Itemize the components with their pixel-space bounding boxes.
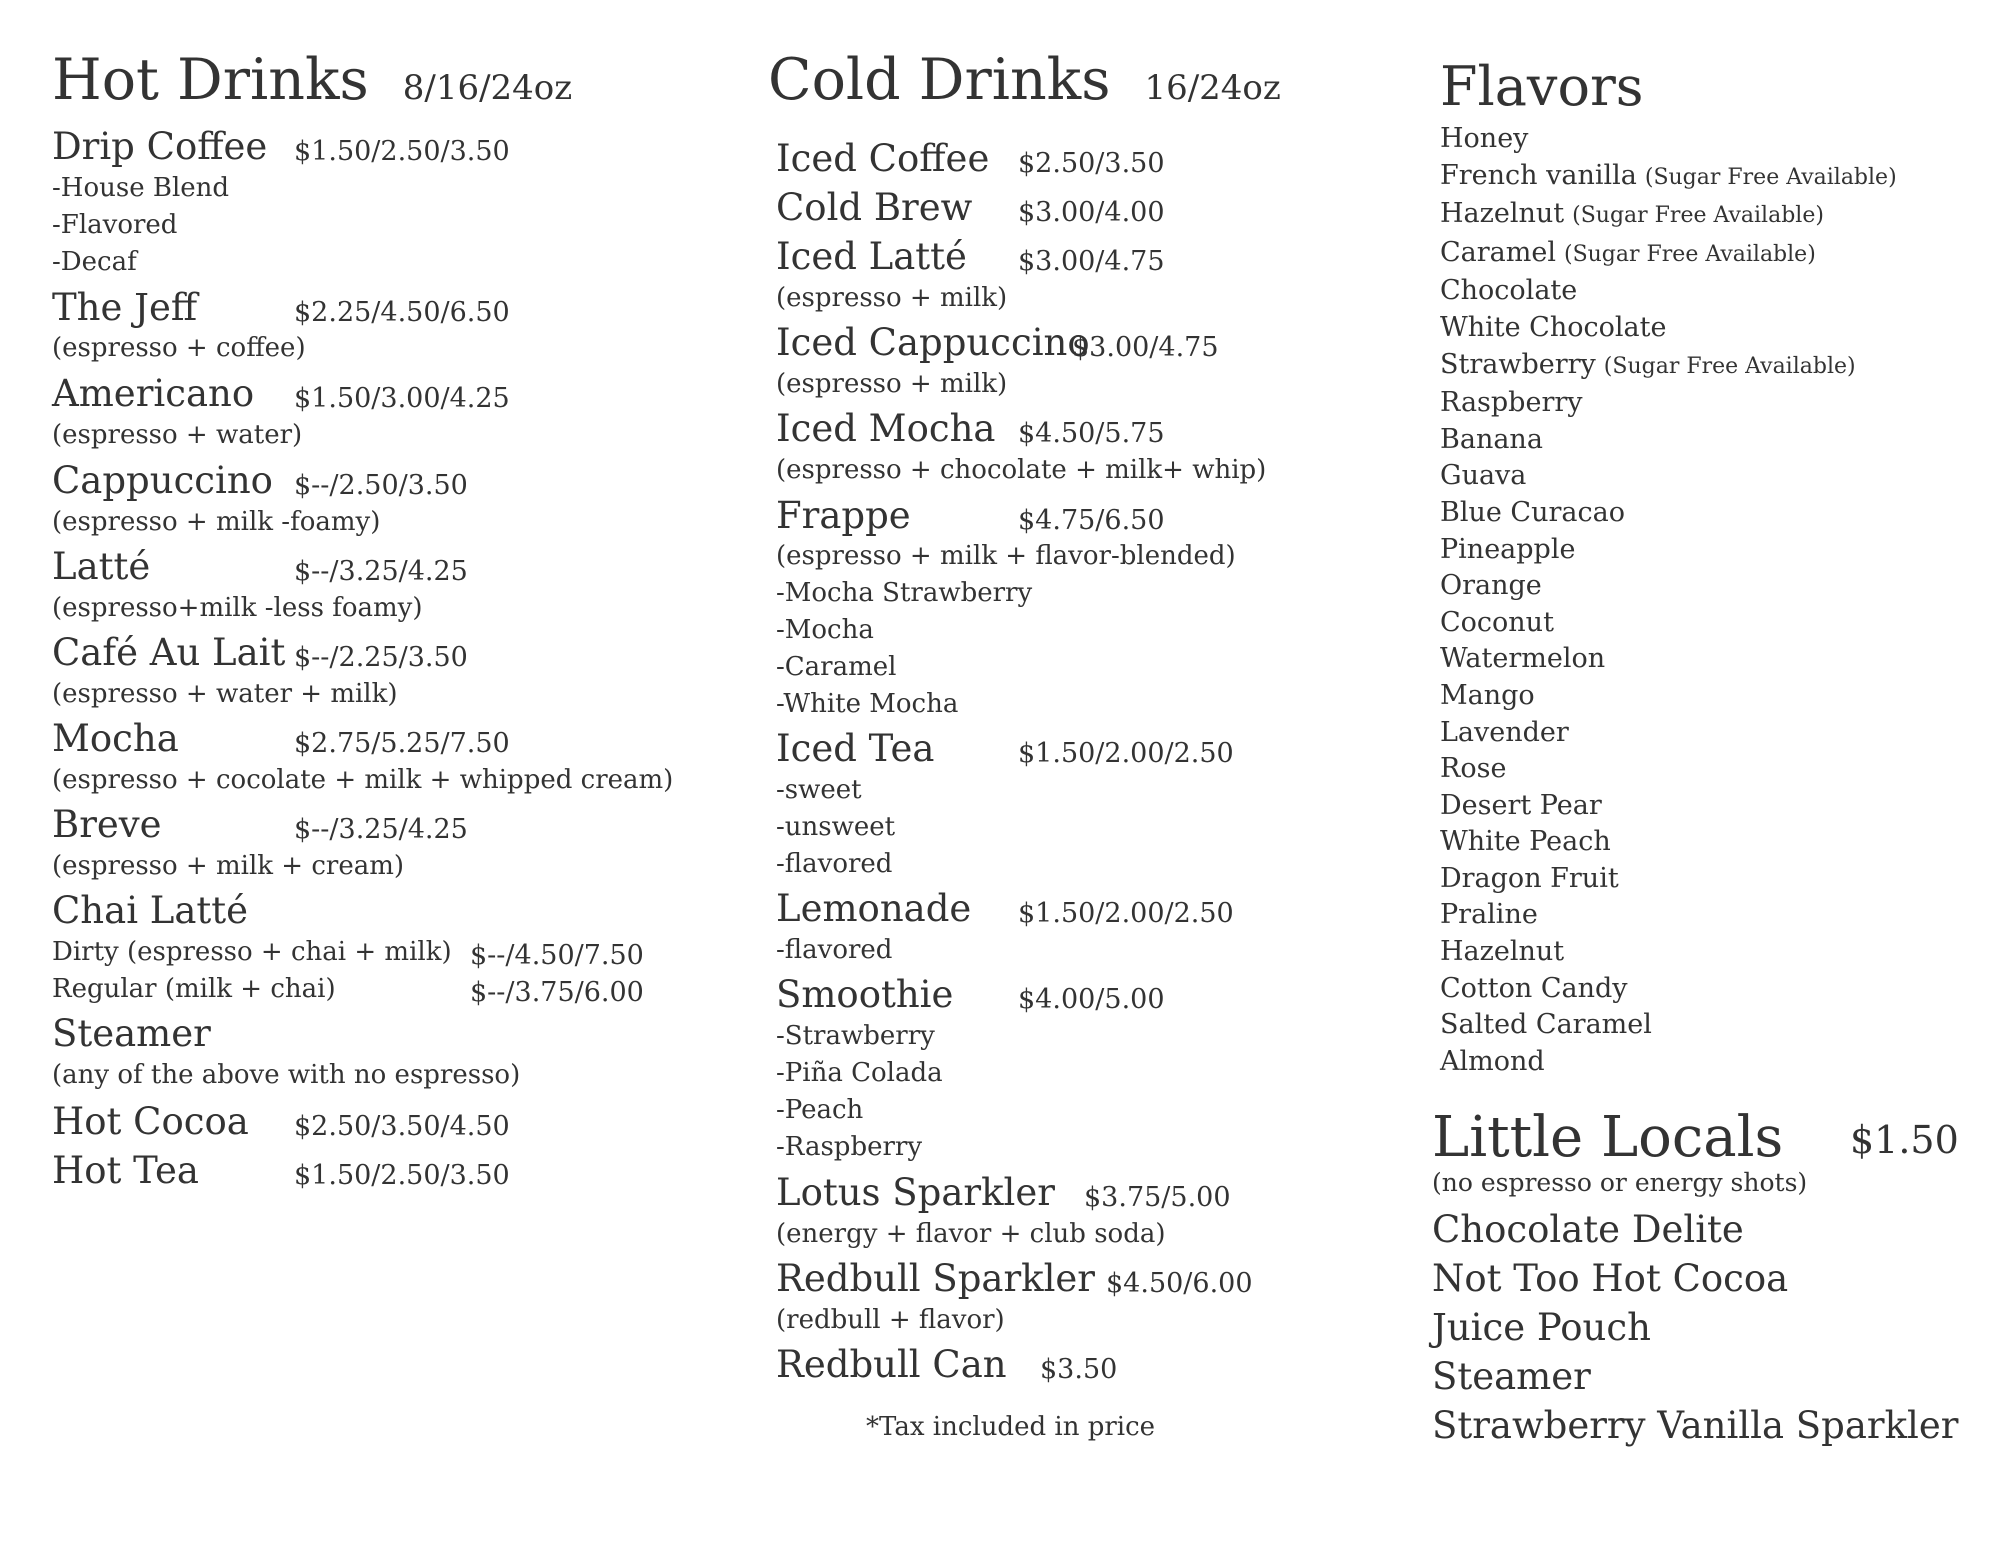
flavor-item <box>1440 422 1897 459</box>
flavor-name: Caramel <box>1440 236 1556 268</box>
menu-item-price: $2.75/5.25/7.50 <box>294 728 510 759</box>
menu-item-description: (espresso + coffee) <box>52 333 306 363</box>
little-locals-item: Strawberry Vanilla Sparkler <box>1432 1404 1959 1447</box>
cold-drinks-title: Cold Drinks <box>768 47 1111 113</box>
menu-item-price: $1.50/2.50/3.50 <box>294 1160 510 1191</box>
menu-item-description: (espresso + chocolate + milk+ whip) <box>776 455 1267 485</box>
menu-item-name: Café Au Lait <box>52 631 286 674</box>
menu-item-price: $--/2.25/3.50 <box>294 642 468 673</box>
menu-item-name: Iced Coffee <box>776 137 990 180</box>
flavor-name: Salted Caramel <box>1440 1009 1652 1041</box>
menu-item-price: $3.00/4.00 <box>1018 197 1165 228</box>
menu-item-option: -Raspberry <box>776 1132 923 1162</box>
menu-item-name: Breve <box>52 803 162 846</box>
flavor-name: Cotton Candy <box>1440 972 1628 1004</box>
menu-item-description: (espresso + milk) <box>776 369 1008 399</box>
menu-item-option: -Decaf <box>52 247 137 277</box>
chai-option-label: Regular (milk + chai) <box>52 974 336 1004</box>
flavor-item <box>1440 788 1897 825</box>
menu-item-description: (espresso + cocolate + milk + whipped cream) <box>52 765 674 795</box>
menu-item-price: $3.00/4.75 <box>1018 246 1165 277</box>
menu-item-description: (energy + flavor + club soda) <box>776 1219 1166 1249</box>
menu-item-name: Hot Tea <box>52 1149 199 1192</box>
hot-drinks-header <box>52 47 573 113</box>
menu-item-description: (espresso + milk -foamy) <box>52 507 381 537</box>
menu-item-name: Cappuccino <box>52 459 273 502</box>
menu-item-description: (redbull + flavor) <box>776 1305 1005 1335</box>
menu-item-name: Latté <box>52 545 151 588</box>
flavor-name: Lavender <box>1440 716 1569 748</box>
menu-item-name: Redbull Sparkler <box>776 1257 1095 1300</box>
flavor-name: Banana <box>1440 423 1543 455</box>
menu-item-price: $4.50/6.00 <box>1106 1268 1253 1299</box>
flavor-item <box>1440 495 1897 532</box>
menu-item-price: $1.50/3.00/4.25 <box>294 383 510 414</box>
flavor-name: Desert Pear <box>1440 789 1602 821</box>
chai-option-label: Dirty (espresso + chai + milk) <box>52 937 452 967</box>
menu-item-option: -Mocha <box>776 615 874 645</box>
flavors-title: Flavors <box>1440 55 1644 118</box>
flavor-name: White Chocolate <box>1440 311 1667 343</box>
menu-item-option: -sweet <box>776 775 862 805</box>
menu-item-description: (espresso + water) <box>52 420 303 450</box>
menu-item-description: (espresso + water + milk) <box>52 679 398 709</box>
flavor-name: Pineapple <box>1440 533 1576 565</box>
flavor-item <box>1440 158 1897 197</box>
flavor-item <box>1440 678 1897 715</box>
menu-item-price: $1.50/2.00/2.50 <box>1018 738 1234 769</box>
menu-item-description: (any of the above with no espresso) <box>52 1060 521 1090</box>
flavor-name: White Peach <box>1440 826 1611 858</box>
sugar-free-note: (Sugar Free Available) <box>1563 241 1816 267</box>
menu-item-name: Steamer <box>52 1012 211 1055</box>
flavor-item <box>1440 568 1897 605</box>
menu-item-name: Iced Tea <box>776 727 935 770</box>
chai-option-price: $--/4.50/7.50 <box>470 940 644 971</box>
flavor-item <box>1440 235 1897 274</box>
menu-item-name: Chai Latté <box>52 889 249 932</box>
flavor-name: Guava <box>1440 460 1527 492</box>
flavor-name: Blue Curacao <box>1440 496 1625 528</box>
little-locals-item: Not Too Hot Cocoa <box>1432 1257 1789 1300</box>
menu-item-name: Hot Cocoa <box>52 1100 249 1143</box>
flavor-item <box>1440 458 1897 495</box>
flavor-name: Hazelnut <box>1440 936 1565 968</box>
menu-item-name: The Jeff <box>52 286 198 329</box>
flavor-item <box>1440 605 1897 642</box>
menu-item-name: Drip Coffee <box>52 125 268 168</box>
menu-item-option: -unsweet <box>776 812 896 842</box>
menu-item-price: $2.50/3.50 <box>1018 148 1165 179</box>
menu-item-option: -Mocha Strawberry <box>776 578 1033 608</box>
menu-item-option: -Flavored <box>52 210 178 240</box>
flavor-name: Watermelon <box>1440 643 1606 675</box>
menu-item-option: -House Blend <box>52 173 230 203</box>
menu-item-price: $1.50/2.50/3.50 <box>294 136 510 167</box>
menu-item-description: (espresso + milk + flavor-blended) <box>776 541 1236 571</box>
flavor-name: Almond <box>1440 1045 1545 1077</box>
flavor-item <box>1440 897 1897 934</box>
tax-note: *Tax included in price <box>866 1412 1156 1442</box>
menu-item-description: (espresso+milk -less foamy) <box>52 593 423 623</box>
menu-item-option: -Peach <box>776 1095 864 1125</box>
flavor-item <box>1440 532 1897 569</box>
hot-drinks-sizes: 8/16/24oz <box>402 68 573 108</box>
menu-item-price: $3.00/4.75 <box>1072 332 1219 363</box>
flavor-item <box>1440 641 1897 678</box>
menu-item-price: $--/2.50/3.50 <box>294 470 468 501</box>
menu-item-price: $--/3.25/4.25 <box>294 556 468 587</box>
flavor-item <box>1440 715 1897 752</box>
menu-item-description: (espresso + milk + cream) <box>52 851 405 881</box>
menu-item-name: Americano <box>52 372 255 415</box>
menu-item-price: $--/3.25/4.25 <box>294 814 468 845</box>
flavor-item <box>1440 751 1897 788</box>
flavor-name: Praline <box>1440 899 1538 931</box>
flavor-item <box>1440 1044 1897 1081</box>
flavor-item <box>1440 861 1897 898</box>
flavor-name: Rose <box>1440 753 1507 785</box>
flavor-item <box>1440 121 1897 158</box>
menu-item-name: Lotus Sparkler <box>776 1171 1055 1214</box>
sugar-free-note: (Sugar Free Available) <box>1644 164 1897 190</box>
flavor-item <box>1440 934 1897 971</box>
flavor-item <box>1440 196 1897 235</box>
cold-drinks-header <box>768 47 1281 113</box>
flavor-name: Orange <box>1440 570 1542 602</box>
cold-drinks-sizes: 16/24oz <box>1144 68 1281 108</box>
menu-item-name: Iced Latté <box>776 235 967 278</box>
flavor-item <box>1440 385 1897 422</box>
sugar-free-note: (Sugar Free Available) <box>1603 353 1856 379</box>
flavor-item <box>1440 347 1897 386</box>
menu-item-name: Smoothie <box>776 973 954 1016</box>
menu-item-price: $4.50/5.75 <box>1018 418 1165 449</box>
little-locals-item: Steamer <box>1432 1355 1591 1398</box>
flavor-item <box>1440 273 1897 310</box>
flavor-item <box>1440 971 1897 1008</box>
menu-item-description: (espresso + milk) <box>776 283 1008 313</box>
flavor-item <box>1440 824 1897 861</box>
menu-item-name: Mocha <box>52 717 179 760</box>
menu-item-name: Lemonade <box>776 887 972 930</box>
menu-item-name: Redbull Can <box>776 1343 1007 1386</box>
flavor-name: Dragon Fruit <box>1440 862 1619 894</box>
menu-item-option: -White Mocha <box>776 689 959 719</box>
flavor-name: French vanilla <box>1440 159 1637 191</box>
little-locals-title: Little Locals <box>1432 1105 1784 1170</box>
menu-item-price: $1.50/2.00/2.50 <box>1018 898 1234 929</box>
menu-item-price: $3.50 <box>1040 1354 1118 1385</box>
menu-item-option: -flavored <box>776 935 893 965</box>
hot-drinks-title: Hot Drinks <box>52 47 369 113</box>
menu-item-option: -Piña Colada <box>776 1058 943 1088</box>
menu-item-price: $2.50/3.50/4.50 <box>294 1111 510 1142</box>
menu-item-price: $3.75/5.00 <box>1084 1182 1231 1213</box>
menu-item-option: -flavored <box>776 849 893 879</box>
flavor-item <box>1440 310 1897 347</box>
little-locals-note: (no espresso or energy shots) <box>1432 1168 1808 1197</box>
flavor-name: Raspberry <box>1440 387 1583 419</box>
menu-item-option: -Strawberry <box>776 1021 935 1051</box>
menu-item-price: $4.75/6.50 <box>1018 505 1165 536</box>
menu-item-name: Frappe <box>776 494 911 537</box>
flavor-name: Hazelnut <box>1440 198 1565 230</box>
flavor-name: Mango <box>1440 679 1535 711</box>
menu-item-name: Iced Cappuccino <box>776 321 1090 364</box>
little-locals-price: $1.50 <box>1850 1118 1959 1162</box>
menu-item-name: Cold Brew <box>776 186 973 229</box>
flavor-list <box>1440 121 1897 1080</box>
sugar-free-note: (Sugar Free Available) <box>1572 203 1824 229</box>
menu-item-option: -Caramel <box>776 652 897 682</box>
little-locals-item: Juice Pouch <box>1432 1306 1651 1349</box>
flavor-item <box>1440 1007 1897 1044</box>
chai-option-price: $--/3.75/6.00 <box>470 977 644 1008</box>
flavor-name: Honey <box>1440 123 1529 154</box>
flavor-name: Chocolate <box>1440 275 1578 307</box>
flavor-name: Coconut <box>1440 606 1554 638</box>
menu-item-price: $4.00/5.00 <box>1018 984 1165 1015</box>
little-locals-item: Chocolate Delite <box>1432 1208 1744 1251</box>
menu-item-price: $2.25/4.50/6.50 <box>294 297 510 328</box>
flavor-name: Strawberry <box>1440 348 1596 380</box>
menu-item-name: Iced Mocha <box>776 407 996 450</box>
